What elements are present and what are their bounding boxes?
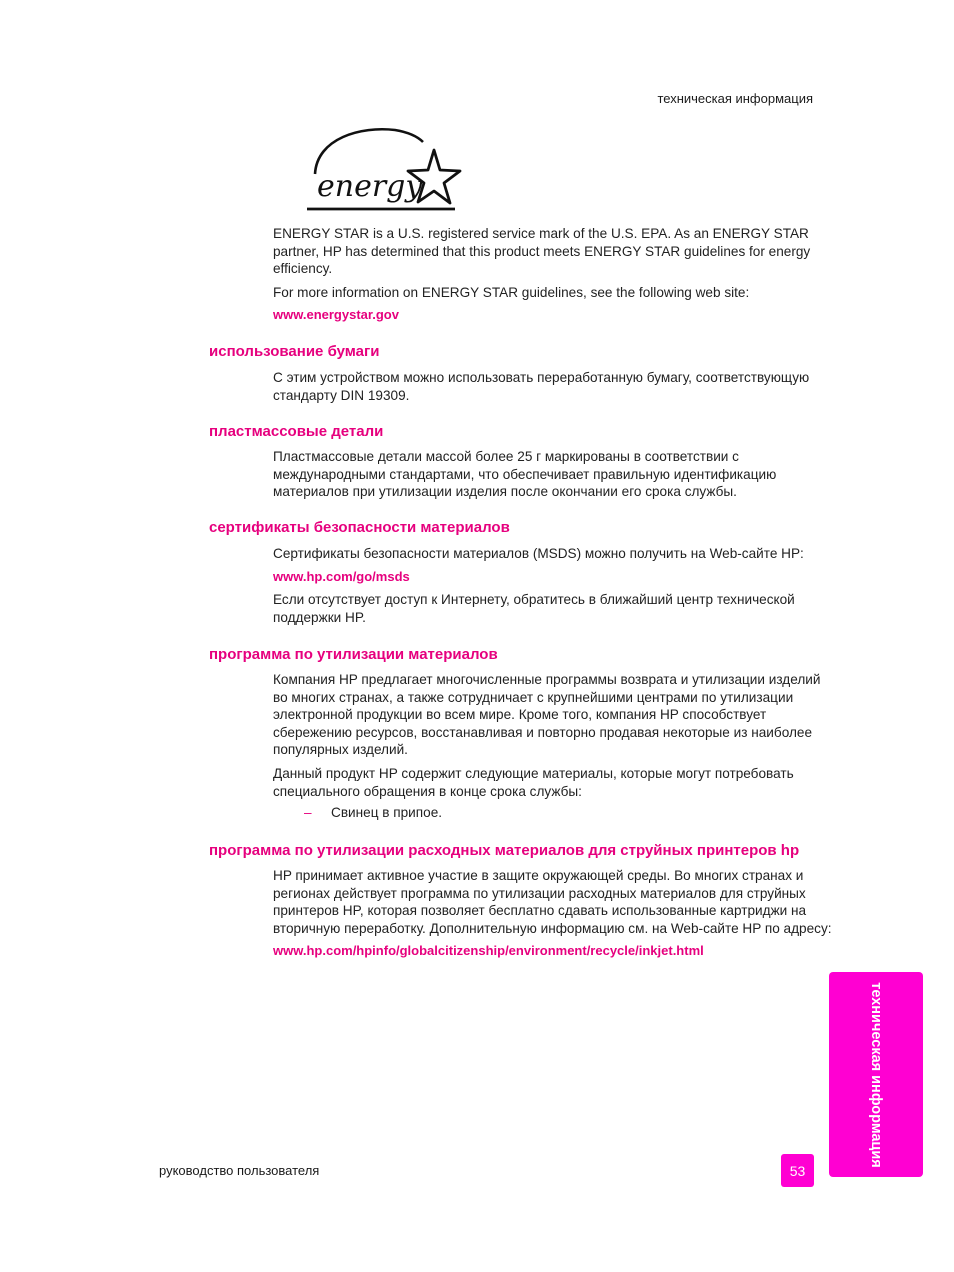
section-paragraph-2: Данный продукт HP содержит следующие материалы, которые могут потребовать специального обращения в конце срока службы: <box>273 766 794 799</box>
msds-link[interactable]: www.hp.com/go/msds <box>273 569 410 584</box>
logo-text: energy <box>317 169 423 204</box>
side-tab-label: техническая информация <box>868 981 884 1168</box>
section-heading: пластмассовые детали <box>209 423 384 440</box>
energy-star-icon <box>303 124 463 216</box>
section-paragraph: С этим устройством можно использовать переработанную бумагу, соответствующую стандарту DIN 19309. <box>273 370 810 403</box>
section-paragraph: Пластмассовые детали массой более 25 г маркированы в соответствии с международными стандартами, что обеспечивает правильную идентификацию материалов при утилизации изделия после окончании его срока службы. <box>273 449 777 499</box>
section-paragraph: Сертификаты безопасности материалов (MSDS) можно получить на Web-сайте HP: <box>273 546 804 561</box>
bullet-item: Свинец в припое. <box>331 805 443 820</box>
side-tab <box>829 972 923 1177</box>
section-paragraph-2: Если отсутствует доступ к Интернету, обратитесь в ближайший центр технической поддержки HP. <box>273 592 795 625</box>
energy-star-logo <box>303 124 463 216</box>
section-heading: использование бумаги <box>209 343 380 360</box>
bullet-marker: – <box>304 805 312 820</box>
section-heading: программа по утилизации расходных материалов для струйных принтеров hp <box>209 842 800 859</box>
energy-star-more-info: For more information on ENERGY STAR guidelines, see the following web site: <box>273 285 750 300</box>
energy-star-paragraph: ENERGY STAR is a U.S. registered service mark of the U.S. EPA. As an ENERGY STAR partner, HP has determined that this product meets ENERGY STAR guidelines for energy efficiency. <box>273 226 811 276</box>
energystar-link[interactable]: www.energystar.gov <box>273 307 399 322</box>
page-number: 53 <box>781 1154 814 1187</box>
section-paragraph: HP принимает активное участие в защите окружающей среды. Во многих странах и регионах действует программа по утилизации расходных материалов для струйных принтеров HP, которая позволяет бесплатно сдавать использованные картриджи на вторичную переработку. Дополнительную информацию см. на Web-сайте HP по адресу: <box>273 868 832 936</box>
recycle-link[interactable]: www.hp.com/hpinfo/globalcitizenship/environment/recycle/inkjet.html <box>273 943 704 958</box>
section-paragraph: Компания HP предлагает многочисленные программы возврата и утилизации изделий во многих странах, а также сотрудничает с крупнейшими центрами по утилизации электронной продукции во всем мире. Кроме того, компания HP способствует сбережению ресурсов, восстанавливая и повторно продавая некоторые из наиболее популярных изделий. <box>273 672 821 757</box>
footer-manual-title: руководство пользователя <box>159 1163 320 1178</box>
section-heading: программа по утилизации материалов <box>209 646 498 663</box>
running-header: техническая информация <box>657 91 813 106</box>
section-heading: сертификаты безопасности материалов <box>209 519 510 536</box>
